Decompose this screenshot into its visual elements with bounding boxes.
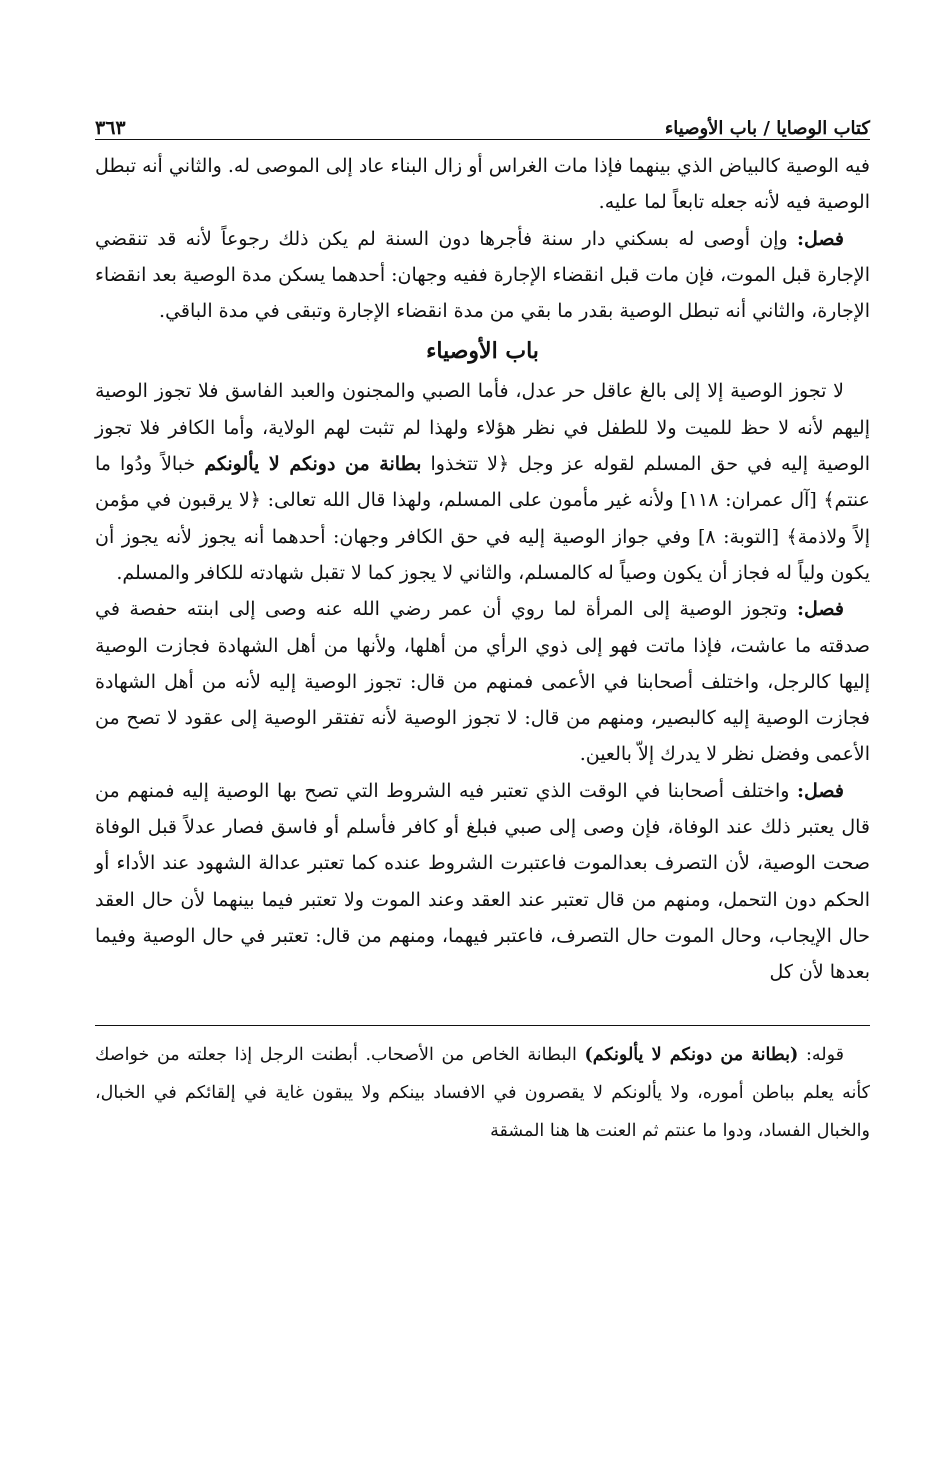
footnotes	[95, 1036, 870, 1150]
paragraph-text: واختلف أصحابنا في الوقت الذي تعتبر فيه الشروط التي تصح بها الوصية إليه فمنهم من قال يعتبر ذلك عند الوفاة، فإن وصى إلى صبي فبلغ أو كافر فأسلم أو فاسق فصار عدلاً قبل الوفاة صحت الوصية، لأن التصرف بعدالموت فاعتبرت الشروط عنده كما تعتبر عدالة الشهود عند الأداء أو الحكم دون التحمل، ومنهم من قال تعتبر عند العقد وعند الموت ولا تعتبر فيما بينهما لأن حال العقد حال الإيجاب، وحال الموت حال التصرف، فاعتبر فيهما، ومنهم من قال: تعتبر في حال الوصية وفيما بعدها لأن كل	[95, 779, 870, 984]
paragraph-guardians	[95, 373, 870, 591]
paragraph-text: وإن أوصى له بسكني دار سنة فأجرها دون السنة لم يكن ذلك رجوعاً لأنه قد تنقضي الإجارة قبل الموت، فإن مات قبل انقضاء الإجارة ففيه وجهان: أحدهما يسكن مدة الوصية بعد انقضاء الإجارة، والثاني أنه تبطل الوصية بقدر ما بقي من مدة انقضاء الإجارة وتبقى في مدة الباقي.	[95, 227, 870, 323]
paragraph-text: خبالاً ودُوا ما عنتم﴾ [آل عمران: ١١٨] ولأنه غير مأمون على المسلم، ولهذا قال الله تعالى: ﴿لا يرقبون في مؤمن إلاً ولاذمة﴾ [التوبة: ٨] وفي جواز الوصية إليه في حق الكافر وجهان: أحدهما أنه يجوز لأنه يجوز أن يكون ولياً له فجاز أن يكون وصياً له كالمسلم، والثاني لا يجوز كما لا تقبل شهادته للكافر والمسلم.	[95, 453, 871, 584]
footnote-quote: (بطانة من دونكم لا يألونكم)	[584, 1044, 799, 1065]
footnote	[95, 1036, 870, 1150]
main-text	[95, 148, 870, 991]
paragraph-text: لا تجوز الوصية إلا إلى بالغ عاقل حر عدل، فأما الصبي والمجنون والعبد الفاسق فلا تجوز الوصية إليهم لأنه لا حظ للميت ولا للطفل في نظر هؤلاء ولهذا لم تثبت لهم الولاية، وأما الكافر فلا تجوز الوصية إليه في حق المسلم لقوله عز وجل ﴿لا تتخذوا	[95, 380, 870, 476]
fasl-label: فصل:	[797, 779, 844, 802]
paragraph-fasl-rent	[95, 221, 870, 330]
footnote-text: البطانة الخاص من الأصحاب. أبطنت الرجل إذا جعلته من خواصك كأنه يعلم بباطن أموره، ولا يألونكم لا يقصرون في الافساد بينكم ولا يبقون غاية في إلقائكم في الخبال، والخبال الفساد، ودوا ما عنتم ثم العنت ها هنا المشقة	[95, 1044, 870, 1141]
paragraph-continuation: فيه الوصية كالبياض الذي بينهما فإذا مات الغراس أو زال البناء عاد إلى الموصى له. والثاني أنه تبطل الوصية فيه لأنه جعله تابعاً لما عليه.	[95, 155, 870, 214]
book-page	[95, 95, 870, 1150]
paragraph-text: وتجوز الوصية إلى المرأة لما روي أن عمر رضي الله عنه وصى إلى ابنته حفصة في صدقته ما عاشت، فإذا ماتت فهو إلى ذوي الرأي من أهلها، ولأنها من أهل الشهادة فجازت الوصية إليها كالرجل، واختلف أصحابنا في الأعمى فمنهم من قال: تجوز الوصية إليه لأنه من أهل الشهادة فجازت الوصية إليه كالبصير، ومنهم من قال: لا تجوز الوصية لأنه تفتقر الوصية إلى عقود لا تصح من الأعمى وفضل نظر لا يدرك إلاّ بالعين.	[95, 598, 870, 766]
fasl-label: فصل:	[797, 598, 844, 621]
paragraph-fasl-time	[95, 773, 870, 991]
quran-quote: بطانة من دونكم لا يألونكم	[204, 453, 422, 476]
footnote-divider	[95, 1025, 870, 1026]
fasl-label: فصل:	[797, 227, 844, 250]
footnote-lead: قوله:	[805, 1044, 844, 1065]
page-number: ٣٦٣	[95, 117, 126, 139]
section-title: باب الأوصياء	[426, 338, 539, 365]
running-title: كتاب الوصايا / باب الأوصياء	[664, 118, 870, 139]
paragraph-fasl-woman	[95, 591, 870, 772]
page-header	[95, 95, 870, 140]
